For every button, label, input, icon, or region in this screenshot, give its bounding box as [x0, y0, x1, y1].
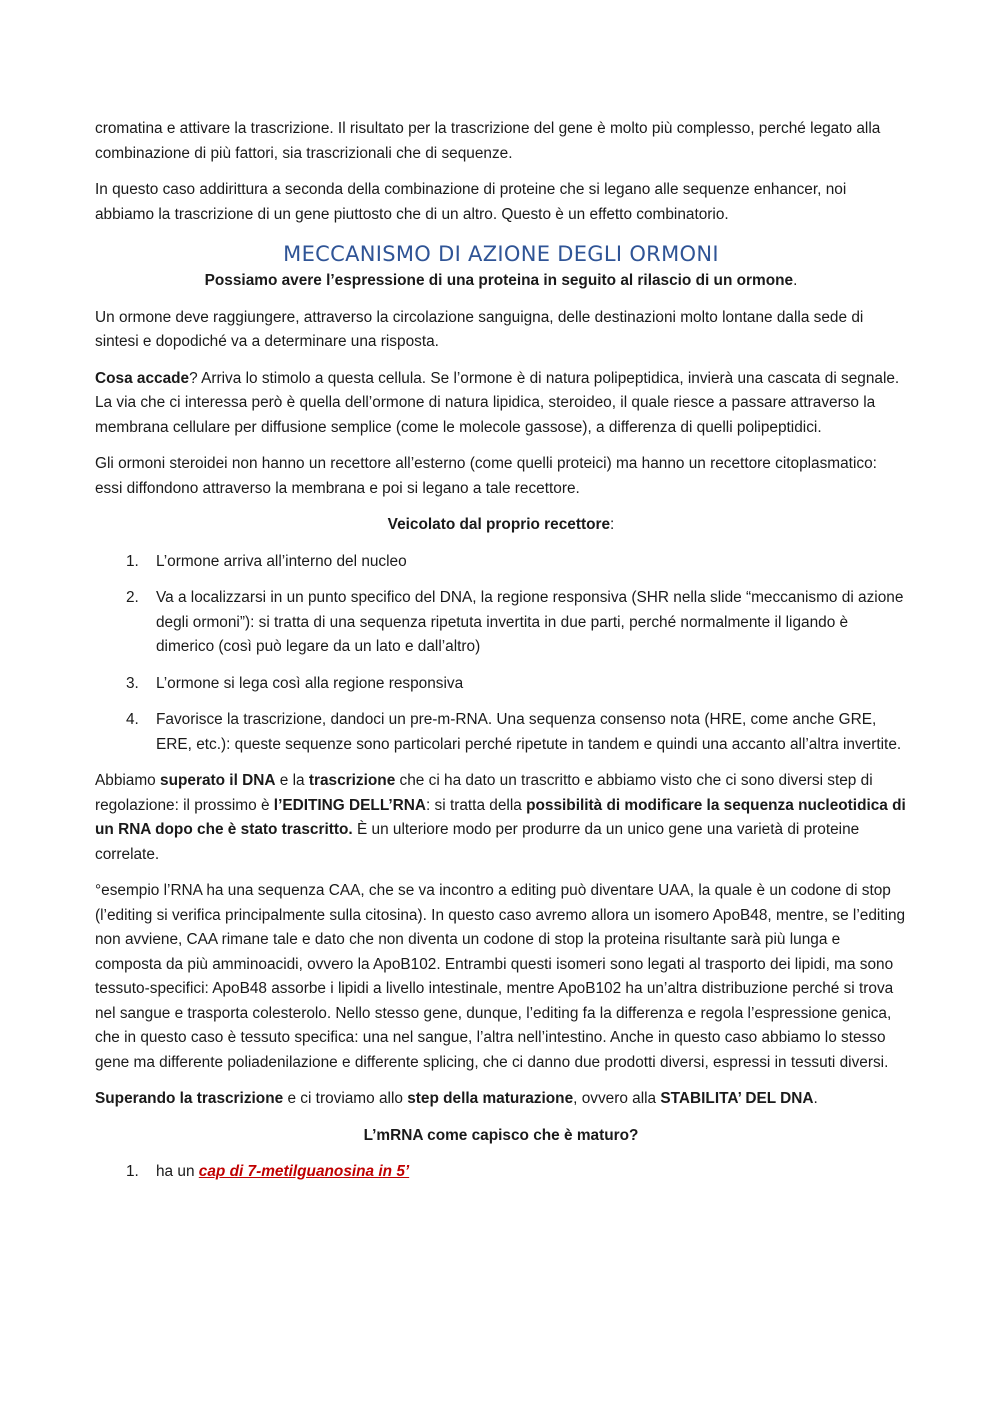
list-number: 1.	[126, 1163, 139, 1180]
text-run: Abbiamo	[95, 772, 161, 789]
bold-run: step della maturazione	[407, 1090, 574, 1107]
text-run: È un ulteriore modo per produrre da un unico gene una varietà di proteine correlate.	[95, 821, 860, 863]
cosa-accade-bold: Cosa accade	[95, 369, 190, 387]
bold-run: Superando la trascrizione	[95, 1090, 284, 1107]
paragraph-combinatorial: In questo caso addirittura a seconda della combinazione di proteine che si legano alle sequenze enhancer, noi abbiamo la trascrizione di un gene piuttosto che di un altro. Questo è un effetto combinatorio.	[95, 181, 847, 223]
subheading-tail: .	[793, 272, 798, 289]
text-run: che ci ha dato un trascritto e abbiamo visto che ci sono diversi step di regolazione: il prossimo è	[95, 772, 873, 814]
bold-run: STABILITA’ DEL DNA	[660, 1090, 814, 1107]
list-item	[95, 550, 907, 575]
list-text: L’ormone si lega così alla regione responsiva	[156, 674, 464, 692]
list-number: 2.	[126, 589, 139, 606]
list-item	[95, 672, 907, 697]
list-number: 3.	[126, 674, 139, 692]
text-run: .	[813, 1090, 818, 1107]
bold-run: trascrizione	[308, 772, 396, 789]
paragraph-editing	[95, 769, 907, 867]
steps-list	[95, 550, 907, 758]
list-item	[95, 708, 907, 757]
list-number: 4.	[126, 711, 139, 728]
subheading-bold: Possiamo avere l’espressione di una proteina in seguito al rilascio di un ormone	[204, 272, 794, 289]
highlight-text: cap di 7-metilguanosina in 5’	[198, 1163, 410, 1180]
paragraph-maturation	[95, 1087, 907, 1112]
paragraph-steroid: Gli ormoni steroidei non hanno un recettore all’esterno (come quelli proteici) ma hanno un recettore citoplasmatico: essi diffondono attraverso la membrana e poi si legano a tale recettore.	[95, 455, 877, 497]
bold-run: l’EDITING DELL’RNA	[273, 796, 426, 814]
list-item	[95, 586, 907, 660]
paragraph-example: °esempio l’RNA ha una sequenza CAA, che se va incontro a editing può diventare UAA, la quale è un codone di stop (l’editing si verifica principalmente sulla citosina). In questo caso avremo allora un isomero ApoB48, mentre, se l’editing non avviene, CAA rimane tale e dato che non diventa un codone di stop la proteina risultante sarà più lunga e composta da più amminoacidi, ovvero la ApoB102. Entrambi questi isomeri sono legati al trasporto dei lipidi, ma sono tessuto-specifici: ApoB48 assorbe i lipidi a livello intestinale, mentre ApoB102 ha un’altra distribuzione perché si trova nel sangue e trasporta colesterolo. Nello stesso gene, dunque, l’editing fa la differenza e regola l’espressione genica, che in questo caso è tessuto specifica: una nel sangue, l’altra nell’intestino. Anche in questo caso abbiamo lo stesso gene ma differente poliadenilazione e differente splicing, che ci danno due prodotti diversi, espressi in tessuti diversi.	[95, 882, 906, 1071]
list-item	[95, 1160, 907, 1185]
list-text: Favorisce la trascrizione, dandoci un pre-m-RNA. Una sequenza consenso nota (HRE, come anche GRE, ERE, etc.): queste sequenze sono particolari perché ripetute in tandem e quindi una accanto all’altra invertite.	[156, 711, 902, 753]
question-bold: L’mRNA come capisco che è maturo?	[363, 1126, 639, 1144]
veicolato-bold: Veicolato dal proprio recettore	[387, 516, 611, 533]
veicolato-heading	[95, 513, 907, 538]
cosa-accade-text: ? Arriva lo stimolo a questa cellula. Se l’ormone è di natura polipeptidica, invierà una cascata di segnale. La via che ci interessa però è quella dell’ormone di natura lipidica, steroideo, il quale riesce a passare attraverso la membrana cellulare per diffusione semplice (come le molecole gassose), a differenza di quelli polipeptidici.	[95, 369, 900, 436]
list-text: L’ormone arriva all’interno del nucleo	[156, 552, 407, 570]
bold-run: possibilità di modificare la sequenza nucleotidica di un RNA dopo che è stato trascritto.	[95, 796, 906, 838]
paragraph-cosa-accade	[95, 367, 907, 441]
bold-run: superato il DNA	[160, 772, 276, 789]
paragraph-hormone: Un ormone deve raggiungere, attraverso la circolazione sanguigna, delle destinazioni molto lontane dalla sede di sintesi e dopodiché va a determinare una risposta.	[95, 308, 864, 350]
list-text: ha un	[156, 1163, 199, 1180]
document-page	[95, 117, 907, 1197]
question-heading	[95, 1124, 907, 1149]
paragraph-intro: cromatina e attivare la trascrizione. Il risultato per la trascrizione del gene è molto più complesso, perché legato alla combinazione di più fattori, sia trascrizionali che di sequenze.	[95, 120, 881, 162]
text-run: e la	[275, 772, 309, 789]
veicolato-tail: :	[610, 516, 615, 533]
section-subheading	[95, 269, 907, 294]
section-heading: MECCANISMO DI AZIONE DEGLI ORMONI	[283, 242, 719, 266]
maturity-list	[95, 1160, 907, 1185]
text-run: , ovvero alla	[573, 1090, 661, 1107]
text-run: : si tratta della	[426, 796, 527, 814]
list-text: Va a localizzarsi in un punto specifico del DNA, la regione responsiva (SHR nella slide “meccanismo di azione degli ormoni”): si tratta di una sequenza ripetuta invertita in due parti, perché normalmente il ligando è dimerico (così può legare da un lato e dall’altro)	[156, 589, 904, 655]
list-number: 1.	[126, 552, 139, 570]
text-run: e ci troviamo allo	[283, 1090, 408, 1107]
